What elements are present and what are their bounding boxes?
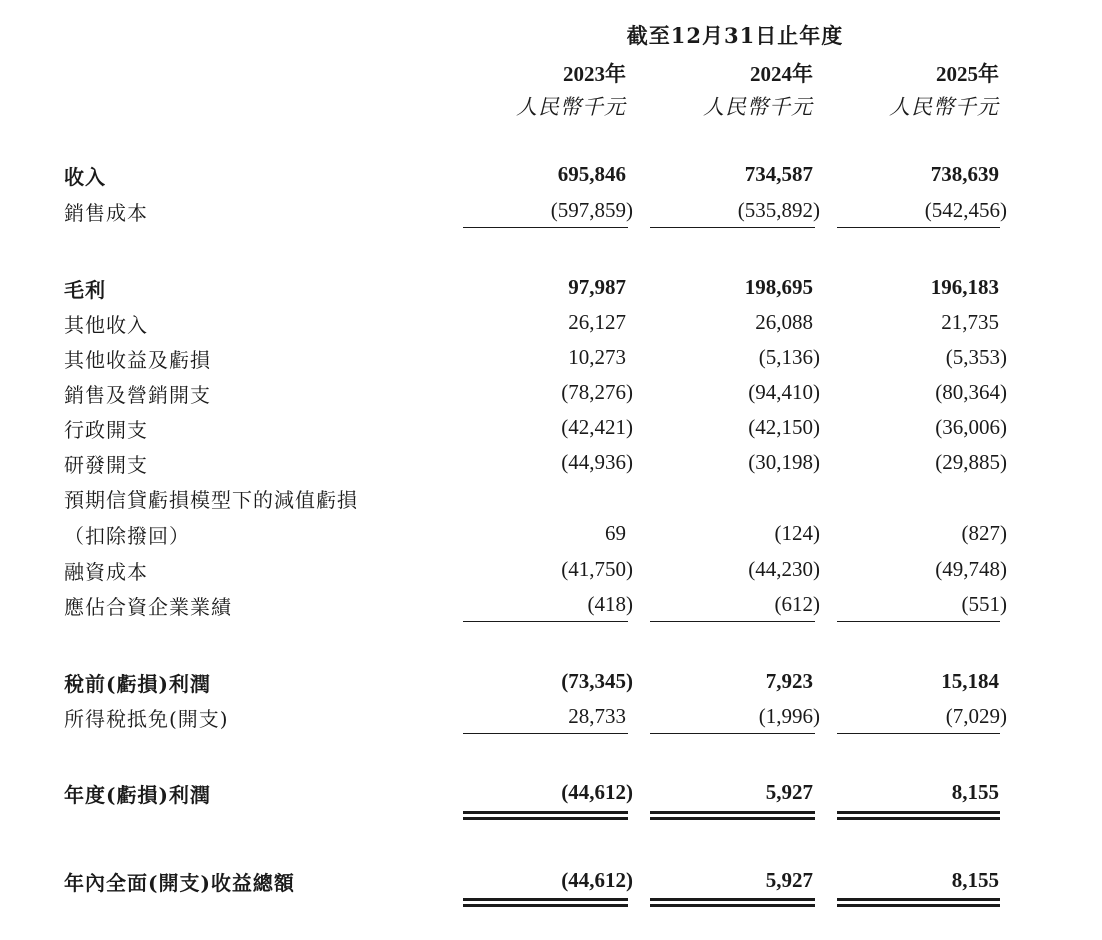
cell-revenue-2024: 734,587: [744, 162, 813, 186]
row-label-profit-before-tax: 稅前(虧損)利潤: [64, 672, 211, 696]
row-label-other-gains-losses: 其他收益及虧損: [64, 348, 211, 372]
cell-revenue-2023: 695,846: [557, 162, 626, 186]
subtotal-rule: [837, 227, 1000, 228]
year-header-2024: 2024年: [750, 62, 813, 86]
row-label-gross-profit: 毛利: [64, 278, 106, 302]
total-double-rule: [463, 898, 628, 907]
row-label-profit-for-year: 年度(虧損)利潤: [64, 783, 211, 807]
cell-other-gains-losses-2025: (5,353): [945, 345, 1007, 369]
cell-total-comprehensive-2025: 8,155: [951, 868, 999, 892]
total-double-rule: [650, 811, 815, 820]
total-double-rule: [463, 811, 628, 820]
cell-profit-for-year-2023: (44,612): [561, 780, 633, 804]
cell-rnd-2023: (44,936): [561, 450, 633, 474]
cell-selling-marketing-2025: (80,364): [935, 380, 1007, 404]
cell-rnd-2024: (30,198): [748, 450, 820, 474]
cell-gross-profit-2023: 97,987: [568, 275, 626, 299]
row-label-jv-results: 應佔合資企業業績: [64, 595, 232, 619]
subtotal-rule: [463, 621, 628, 622]
cell-cost-of-sales-2024: (535,892): [737, 198, 820, 222]
row-label-finance-costs: 融資成本: [64, 560, 148, 584]
cell-jv-results-2025: (551): [961, 592, 1007, 616]
cell-administrative-2024: (42,150): [748, 415, 820, 439]
cell-administrative-2025: (36,006): [935, 415, 1007, 439]
cell-rnd-2025: (29,885): [935, 450, 1007, 474]
subtotal-rule: [650, 227, 815, 228]
cell-income-tax-2023: 28,733: [568, 704, 626, 728]
cell-profit-for-year-2025: 8,155: [951, 780, 999, 804]
period-header: 截至12月31日止年度: [626, 23, 844, 48]
row-label-cost-of-sales: 銷售成本: [64, 201, 148, 225]
row-label-rnd: 研發開支: [64, 453, 148, 477]
year-header-2025: 2025年: [936, 62, 999, 86]
cell-total-comprehensive-2024: 5,927: [765, 868, 813, 892]
cell-income-tax-2025: (7,029): [945, 704, 1007, 728]
unit-header-2025: 人民幣千元: [889, 95, 999, 119]
subtotal-rule: [463, 733, 628, 734]
row-label-administrative: 行政開支: [64, 418, 148, 442]
row-label-selling-marketing: 銷售及營銷開支: [64, 383, 211, 407]
cell-finance-costs-2025: (49,748): [935, 557, 1007, 581]
cell-selling-marketing-2024: (94,410): [748, 380, 820, 404]
subtotal-rule: [463, 227, 628, 228]
cell-cost-of-sales-2025: (542,456): [924, 198, 1007, 222]
unit-header-2023: 人民幣千元: [516, 95, 626, 119]
cell-other-gains-losses-2024: (5,136): [758, 345, 820, 369]
subtotal-rule: [650, 621, 815, 622]
cell-gross-profit-2025: 196,183: [930, 275, 999, 299]
cell-other-income-2024: 26,088: [755, 310, 813, 334]
subtotal-rule: [837, 733, 1000, 734]
cell-jv-results-2023: (418): [587, 592, 633, 616]
cell-revenue-2025: 738,639: [930, 162, 999, 186]
cell-profit-before-tax-2025: 15,184: [941, 669, 999, 693]
row-label-impairment-ecl: 預期信貸虧損模型下的減值虧損: [64, 488, 358, 512]
cell-cost-of-sales-2023: (597,859): [550, 198, 633, 222]
cell-other-income-2025: 21,735: [941, 310, 999, 334]
subtotal-rule: [837, 621, 1000, 622]
cell-profit-before-tax-2023: (73,345): [561, 669, 633, 693]
cell-impairment-2023: 69: [605, 521, 626, 545]
row-label-revenue: 收入: [64, 165, 106, 189]
unit-header-2024: 人民幣千元: [703, 95, 813, 119]
row-label-other-income: 其他收入: [64, 313, 148, 337]
cell-administrative-2023: (42,421): [561, 415, 633, 439]
cell-other-gains-losses-2023: 10,273: [568, 345, 626, 369]
cell-profit-for-year-2024: 5,927: [765, 780, 813, 804]
cell-gross-profit-2024: 198,695: [744, 275, 813, 299]
row-label-income-tax: 所得稅抵免(開支): [64, 707, 229, 731]
cell-selling-marketing-2023: (78,276): [561, 380, 633, 404]
total-double-rule: [837, 898, 1000, 907]
cell-total-comprehensive-2023: (44,612): [561, 868, 633, 892]
total-double-rule: [650, 898, 815, 907]
year-header-2023: 2023年: [563, 62, 626, 86]
cell-impairment-2025: (827): [961, 521, 1007, 545]
cell-jv-results-2024: (612): [774, 592, 820, 616]
row-label-net-of-reversal: （扣除撥回）: [64, 524, 190, 548]
subtotal-rule: [650, 733, 815, 734]
cell-impairment-2024: (124): [774, 521, 820, 545]
cell-income-tax-2024: (1,996): [758, 704, 820, 728]
cell-finance-costs-2023: (41,750): [561, 557, 633, 581]
cell-other-income-2023: 26,127: [568, 310, 626, 334]
cell-finance-costs-2024: (44,230): [748, 557, 820, 581]
total-double-rule: [837, 811, 1000, 820]
row-label-total-comprehensive: 年內全面(開支)收益總額: [64, 871, 295, 895]
cell-profit-before-tax-2024: 7,923: [765, 669, 813, 693]
